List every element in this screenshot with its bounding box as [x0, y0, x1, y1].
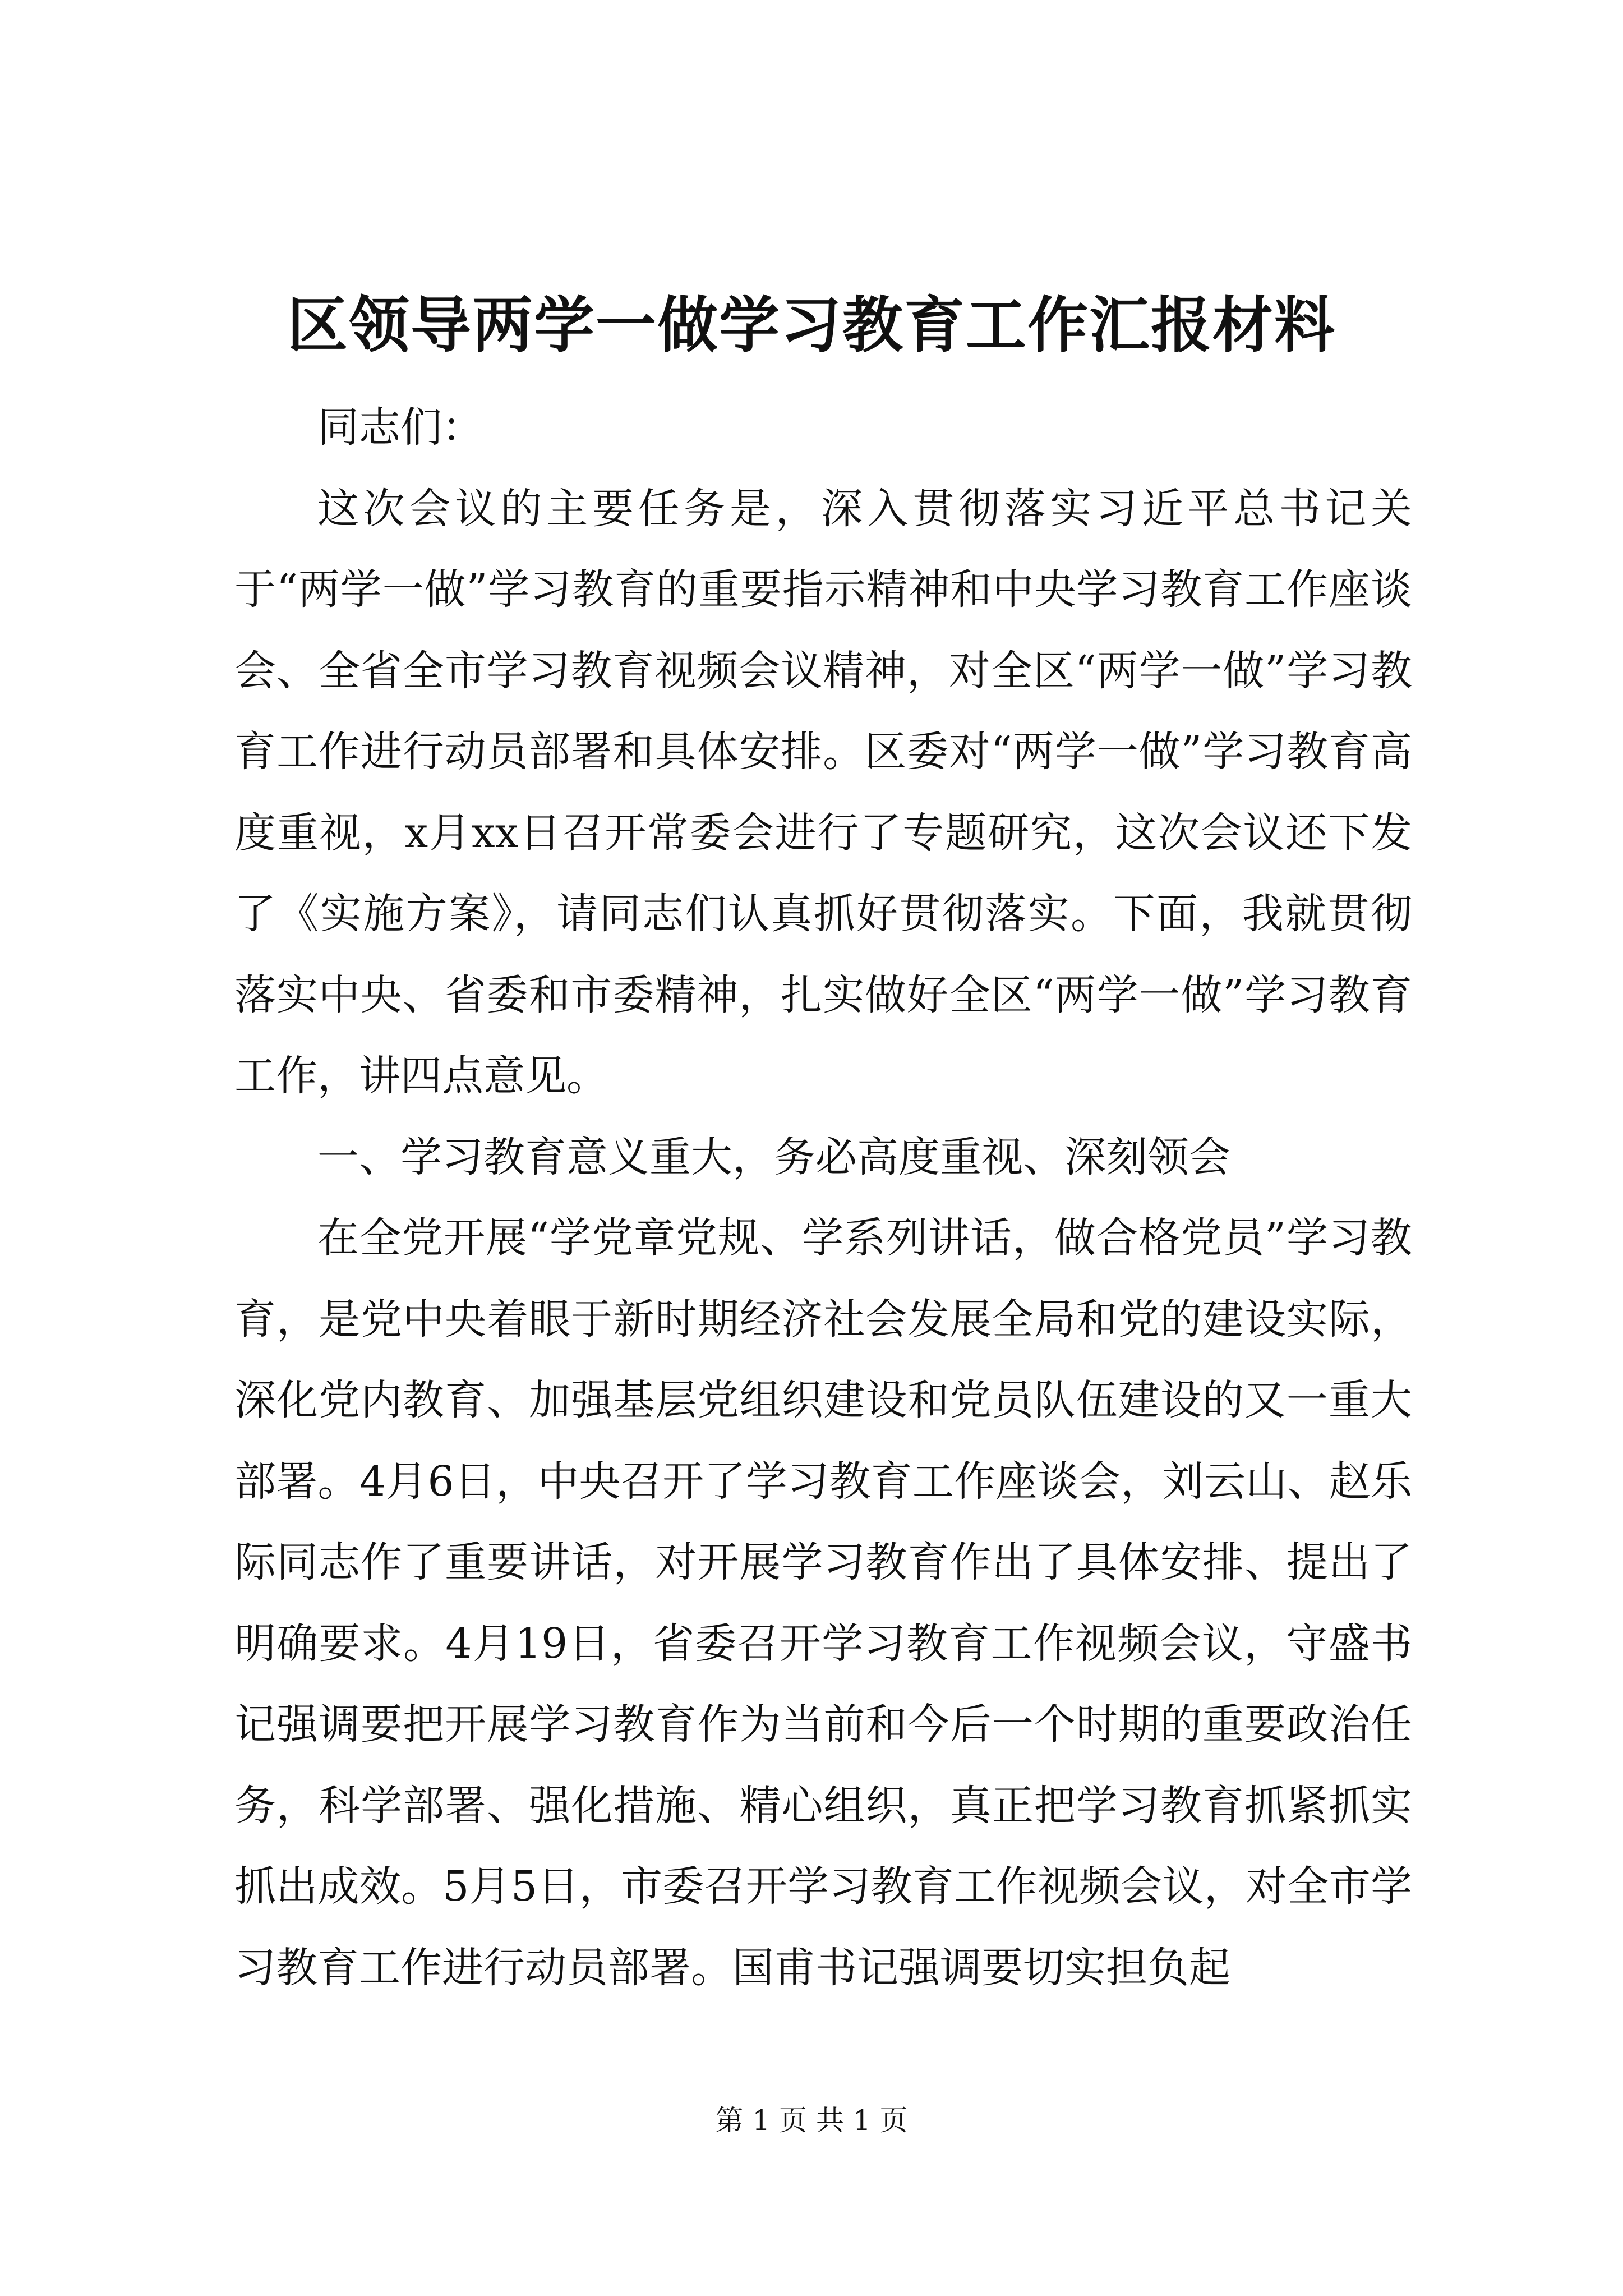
body-paragraph: 在全党开展“学党章党规、学系列讲话，做合格党员”学习教育，是党中央着眼于新时期经济社会发展全局和党的建设实际，深化党内教育、加强基层党组织建设和党员队伍建设的又一重大部署。4月6日，中央召开了学习教育工作座谈会，刘云山、赵乐际同志作了重要讲话，对开展学习教育作出了具体安排、提出了明确要求。4月19日，省委召开学习教育工作视频会议，守盛书记强调要把开展学习教育作为当前和今后一个时期的重要政治任务，科学部署、强化措施、精心组织，真正把学习教育抓紧抓实抓出成效。5月5日，市委召开学习教育工作视频会议，对全市学习教育工作进行动员部署。国甫书记强调要切实担负起	[234, 1214, 1412, 1992]
body-paragraph: 这次会议的主要任务是，深入贯彻落实习近平总书记关于“两学一做”学习教育的重要指示精神和中央学习教育工作座谈会、全省全市学习教育视频会议精神，对全区“两学一做”学习教育工作进行动员部署和具体安排。区委对“两学一做”学习教育高度重视，x月xx日召开常委会进行了专题研究，这次会议还下发了《实施方案》，请同志们认真抓好贯彻落实。下面，我就贯彻落实中央、省委和市委精神，扎实做好全区“两学一做”学习教育工作，讲四点意见。	[234, 484, 1412, 1100]
section-heading: 一、学习教育意义重大，务必高度重视、深刻领会	[317, 1133, 1230, 1181]
document-title: 区领导两学一做学习教育工作汇报材料	[287, 290, 1336, 361]
salutation: 同志们：	[317, 403, 483, 452]
page-footer: 第 1 页 共 1 页	[715, 2104, 908, 2137]
document-body	[234, 387, 1412, 2008]
